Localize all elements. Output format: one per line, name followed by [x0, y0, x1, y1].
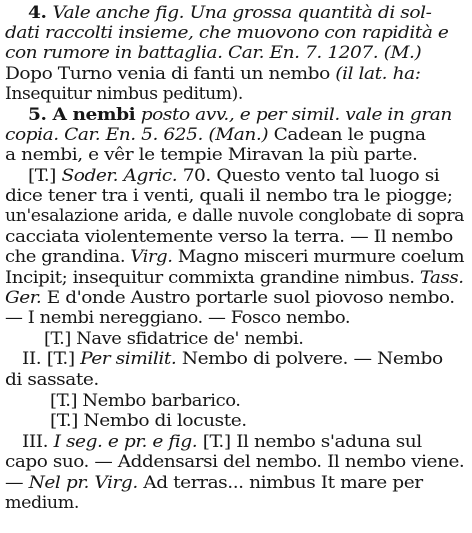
text-segment: capo suo. — Addensarsi del nembo. Il nembo viene.	[5, 452, 465, 471]
text-line	[5, 473, 423, 493]
text-segment: II. [T.]	[22, 349, 81, 368]
text-line	[5, 288, 455, 308]
text-line	[5, 227, 453, 247]
text-line	[22, 432, 422, 452]
text-segment: Magno misceri murmure coelum	[172, 247, 465, 266]
text-line	[5, 452, 464, 472]
text-segment: Incipit; insequitur commixta grandine nimbus.	[5, 268, 420, 287]
text-segment: posto avv., e per simil. vale in gran	[135, 105, 452, 124]
text-line	[5, 125, 426, 145]
text-line	[5, 43, 421, 63]
text-segment: (il lat. ha:	[335, 64, 421, 83]
text-segment: di sassate.	[5, 370, 99, 389]
text-line	[5, 84, 243, 104]
text-line	[50, 411, 247, 431]
text-line	[5, 206, 464, 226]
text-line	[50, 391, 241, 411]
text-segment: dice tener tra i venti, quali il nembo tra le piogge;	[5, 186, 453, 205]
text-segment: copia. Car. En. 5. 625. (Man.)	[5, 125, 269, 144]
text-segment: Nembo di polvere. — Nembo	[176, 349, 443, 368]
text-line	[28, 105, 452, 125]
text-segment: — I nembi nereggiano. — Fosco nembo.	[5, 308, 351, 327]
text-segment: Virg.	[130, 247, 173, 266]
text-segment: [T.] Nembo barbarico.	[50, 391, 241, 410]
text-segment: dati raccolti insieme, che muovono con rapidità e	[5, 23, 449, 42]
text-segment: a nembi, e vêr le tempie Miravan la più parte.	[5, 145, 418, 164]
text-segment: 70. Questo vento tal luogo si	[177, 166, 440, 185]
text-segment: con rumore in battaglia. Car. En. 7. 1207. (M.)	[5, 43, 422, 62]
text-segment: [T.]	[28, 166, 62, 185]
text-segment: Ad terras... nimbus It mare per	[137, 473, 423, 492]
text-segment: Vale anche fig. Una grossa quantità di sol-	[52, 3, 432, 22]
text-segment: che grandina.	[5, 247, 131, 266]
text-segment: cacciata violentemente verso la terra. — Il nembo	[5, 227, 453, 246]
text-line	[22, 349, 443, 369]
text-line	[28, 3, 431, 23]
text-line	[5, 308, 350, 328]
text-segment: Dopo Turno venia di fanti un nembo	[5, 64, 336, 83]
text-segment: 5. A nembi	[28, 105, 136, 124]
text-segment: [T.] Nembo di locuste.	[50, 411, 247, 430]
text-segment: un'esalazione arida, e dalle nuvole conglobate di sopra	[5, 206, 465, 225]
text-line	[5, 145, 417, 165]
text-line	[5, 370, 99, 390]
text-line	[5, 247, 464, 267]
text-line	[44, 329, 304, 349]
text-segment: Insequitur nimbus peditum).	[5, 84, 243, 103]
text-segment: Tass.	[419, 268, 464, 287]
text-segment: Nel pr. Virg.	[28, 473, 138, 492]
text-line	[5, 268, 464, 288]
text-segment: E d'onde Austro portarle suol piovoso nembo.	[41, 288, 455, 307]
text-line	[5, 186, 453, 206]
text-segment: [T.] Il nembo s'aduna sul	[197, 432, 422, 451]
text-segment: —	[5, 473, 29, 492]
text-segment: Cadean le pugna	[268, 125, 426, 144]
text-segment: Per similit.	[80, 349, 177, 368]
text-segment: medium.	[5, 493, 80, 512]
text-segment: Soder. Agric.	[61, 166, 178, 185]
text-line	[28, 166, 439, 186]
text-segment: 4.	[28, 3, 53, 22]
text-segment: I seg. e pr. e fig.	[53, 432, 198, 451]
text-line	[5, 493, 79, 513]
text-segment: Ger.	[5, 288, 42, 307]
text-segment: III.	[22, 432, 54, 451]
text-line	[5, 23, 448, 43]
text-line	[5, 64, 421, 84]
text-segment: [T.] Nave sfidatrice de' nembi.	[44, 329, 304, 348]
